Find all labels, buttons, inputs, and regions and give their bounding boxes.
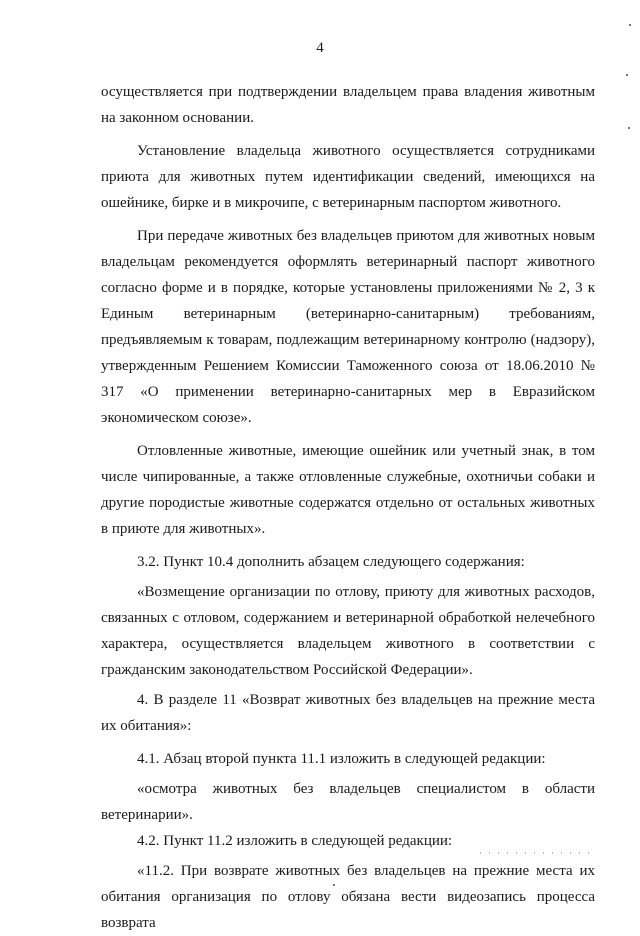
document-body xyxy=(101,79,595,936)
paragraph-veterinary-passport: При передаче животных без владельцев приютом для животных новым владельцам рекомендуется оформлять ветеринарный паспорт животного согласно форме и в порядке, которые установлены приложениями № 2, 3 к Единым ветеринарным (ветеринарно-санитарным) требованиям, предъявляемым к товарам, подлежащим ветеринарному контролю (надзору), утвержденным Решением Комиссии Таможенного союза от 18.06.2010 № 317 «О применении ветеринарно-санитарных мер в Евразийском экономическом союзе». xyxy=(101,228,595,426)
paragraph-point-4-2: 4.2. Пункт 11.2 изложить в следующей редакции: xyxy=(137,833,453,849)
paragraph-ownership-continuation: осуществляется при подтверждении владельцем права владения животным на законном основании. xyxy=(101,84,595,126)
paragraph-point-11-2: «11.2. При возврате животных без владельцев на прежние места их обитания организация по отлову обязана вести видеозапись процесса возврата xyxy=(101,863,595,931)
paragraph-expense-compensation: «Возмещение организации по отлову, приюту для животных расходов, связанных с отловом, содержанием и ветеринарной обработкой нелечебного характера, осуществляется владельцем животного в соответствии с гражданским законодательством Российской Федерации». xyxy=(101,584,595,678)
scan-mark xyxy=(626,74,628,76)
paragraph-inspection: «осмотра животных без владельцев специалистом в области ветеринарии». xyxy=(101,781,595,823)
scan-mark xyxy=(629,24,631,26)
scan-mark xyxy=(333,884,335,886)
scan-dots xyxy=(480,852,590,854)
paragraph-owner-identification: Установление владельца животного осуществляется сотрудниками приюта для животных путем идентификации сведений, имеющихся на ошейнике, бирке и в микрочипе, с ветеринарным паспортом животного. xyxy=(101,143,595,211)
paragraph-point-3-2: 3.2. Пункт 10.4 дополнить абзацем следующего содержания: xyxy=(137,554,525,570)
page-number: 4 xyxy=(316,40,324,56)
paragraph-separate-keeping: Отловленные животные, имеющие ошейник или учетный знак, в том числе чипированные, а также отловленные служебные, охотничьи собаки и другие породистые животные содержатся отдельно от остальных животных в приюте для животных». xyxy=(101,443,595,537)
paragraph-point-4-1: 4.1. Абзац второй пункта 11.1 изложить в следующей редакции: xyxy=(137,751,546,767)
scan-mark xyxy=(628,127,630,129)
paragraph-section-11: 4. В разделе 11 «Возврат животных без владельцев на прежние места их обитания»: xyxy=(101,692,595,734)
